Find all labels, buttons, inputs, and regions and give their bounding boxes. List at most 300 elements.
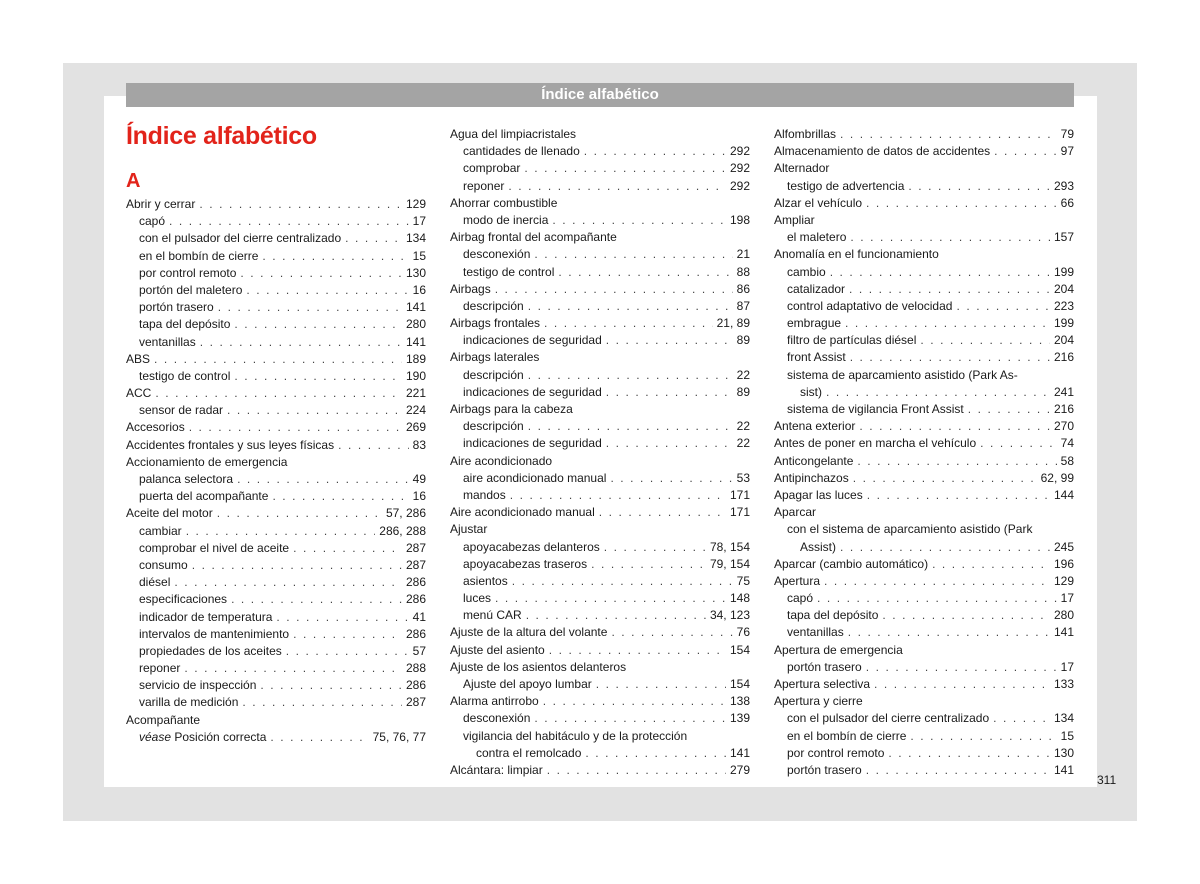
leader-dots	[610, 470, 732, 487]
index-entry	[450, 762, 750, 779]
index-term-text: reponer	[139, 661, 181, 676]
leader-dots	[227, 402, 402, 419]
index-term	[463, 367, 524, 384]
page-ref: 62, 99	[1040, 470, 1074, 485]
index-term-text: descripción	[463, 298, 524, 313]
page-number: 311	[1097, 773, 1117, 787]
index-term-text: tapa del depósito	[787, 608, 879, 623]
page-ref: 75, 76, 77	[372, 729, 426, 744]
index-entry	[450, 349, 750, 366]
index-term	[463, 710, 530, 727]
index-term	[139, 230, 341, 247]
page-ref: 286	[405, 678, 426, 693]
index-term-text: Airbag frontal del acompañante	[450, 230, 617, 245]
index-entry	[450, 281, 750, 298]
leader-dots	[174, 574, 402, 591]
index-entry	[126, 351, 426, 368]
index-term	[126, 419, 185, 436]
index-entry	[774, 745, 1074, 762]
page-ref: 293	[1053, 178, 1074, 193]
index-term-text: por control remoto	[139, 265, 237, 280]
index-entry	[450, 332, 750, 349]
leader-dots	[866, 659, 1057, 676]
leader-dots	[242, 694, 402, 711]
index-entry	[774, 676, 1074, 693]
index-term	[126, 454, 287, 471]
index-entry	[126, 230, 426, 247]
index-term-text: intervalos de mantenimiento	[139, 626, 290, 641]
index-term-text: ventanillas	[139, 334, 196, 349]
page-ref: 270	[1053, 419, 1074, 434]
index-term	[139, 574, 170, 591]
page-ref: 189	[405, 351, 426, 366]
index-term	[139, 282, 242, 299]
page-ref: 16	[412, 282, 426, 297]
page-ref: 97	[1060, 144, 1074, 159]
index-entry	[126, 265, 426, 282]
leader-dots	[237, 471, 409, 488]
index-term	[463, 212, 548, 229]
index-term-text: Ampliar	[774, 212, 815, 227]
index-term	[774, 453, 853, 470]
index-term	[787, 745, 884, 762]
index-term-text: Apagar las luces	[774, 487, 863, 502]
leader-dots	[606, 332, 733, 349]
leader-dots	[874, 676, 1050, 693]
index-term	[139, 626, 289, 643]
index-term	[787, 590, 813, 607]
leader-dots	[186, 523, 376, 540]
index-term-text: sensor de radar	[139, 403, 224, 418]
index-entry	[450, 470, 750, 487]
leader-dots	[824, 573, 1050, 590]
leader-dots	[528, 367, 733, 384]
leader-dots	[260, 677, 402, 694]
index-term-text: reponer	[463, 178, 505, 193]
index-term-text: comprobar	[463, 161, 521, 176]
index-entry	[774, 126, 1074, 143]
index-term-text: Almacenamiento de datos de accidentes	[774, 144, 991, 159]
index-term-text: propiedades de los aceites	[139, 643, 282, 658]
index-term	[450, 315, 540, 332]
index-term	[139, 248, 258, 265]
index-entry	[450, 160, 750, 177]
index-term-text: especificaciones	[139, 592, 228, 607]
page-ref: 86	[736, 281, 750, 296]
index-entry	[774, 607, 1074, 624]
index-term	[139, 609, 272, 626]
index-entry	[450, 246, 750, 263]
leader-dots	[534, 246, 732, 263]
index-term-text: desconexión	[463, 247, 531, 262]
index-entry	[774, 315, 1074, 332]
index-term-text: Assist)	[800, 539, 836, 554]
index-term-text: Alarma antirrobo	[450, 694, 539, 709]
leader-dots	[908, 178, 1050, 195]
leader-dots	[189, 419, 402, 436]
index-term	[126, 712, 200, 729]
page-ref: 280	[1053, 608, 1074, 623]
index-term	[787, 521, 1032, 538]
leader-dots	[882, 607, 1050, 624]
index-term	[463, 487, 506, 504]
leader-dots	[276, 609, 408, 626]
index-entry	[126, 505, 426, 522]
index-entry	[450, 745, 750, 762]
leader-dots	[840, 126, 1057, 143]
page-ref: 288	[405, 661, 426, 676]
index-entry	[450, 384, 750, 401]
index-entry	[450, 143, 750, 160]
index-entry	[126, 660, 426, 677]
index-term	[450, 349, 539, 366]
index-term-text: Aire acondicionado	[450, 453, 553, 468]
index-term	[774, 212, 815, 229]
index-term	[787, 710, 989, 727]
index-entry	[126, 523, 426, 540]
index-term-text: Aparcar	[774, 505, 817, 520]
leader-dots	[920, 332, 1050, 349]
index-term-text: en el bombín de cierre	[139, 248, 259, 263]
index-entry	[774, 264, 1074, 281]
page-ref: 17	[1060, 591, 1074, 606]
index-term-text: diésel	[139, 575, 171, 590]
index-term	[463, 556, 587, 573]
index-entry	[126, 557, 426, 574]
index-entry	[450, 178, 750, 195]
index-column-1	[126, 196, 426, 746]
header-bar: Índice alfabético	[126, 83, 1074, 107]
index-term	[787, 607, 878, 624]
index-term-text: portón trasero	[139, 300, 214, 315]
leader-dots	[956, 298, 1050, 315]
index-term	[450, 401, 573, 418]
index-term	[463, 435, 602, 452]
index-term	[126, 437, 334, 454]
leader-dots	[849, 281, 1050, 298]
page-ref: 196	[1053, 556, 1074, 571]
page-ref: 141	[1053, 625, 1074, 640]
leader-dots	[910, 728, 1056, 745]
page-ref: 144	[1053, 487, 1074, 502]
index-term	[774, 195, 862, 212]
index-term-text: Accesorios	[126, 420, 185, 435]
index-term-text: indicador de temperatura	[139, 609, 273, 624]
index-term-text: Agua del limpiacristales	[450, 127, 577, 141]
index-term-text: ABS	[126, 351, 151, 366]
leader-dots	[508, 178, 726, 195]
leader-dots	[853, 470, 1037, 487]
index-term	[463, 590, 491, 607]
index-entry	[450, 212, 750, 229]
index-term-text: cambio	[787, 264, 826, 279]
index-term	[774, 418, 855, 435]
index-entry	[450, 315, 750, 332]
index-entry	[450, 195, 750, 212]
index-entry	[774, 762, 1074, 779]
index-entry	[126, 712, 426, 729]
page-ref: 286, 288	[379, 523, 426, 538]
page-ref: 287	[405, 557, 426, 572]
page-ref: 87	[736, 298, 750, 313]
index-entry	[774, 401, 1074, 418]
leader-dots	[850, 349, 1050, 366]
index-term	[774, 693, 863, 710]
leader-dots	[552, 212, 726, 229]
page-ref: 199	[1053, 316, 1074, 331]
index-term-text: descripción	[463, 419, 524, 434]
index-entry	[126, 471, 426, 488]
index-term	[450, 229, 617, 246]
leader-dots	[286, 643, 409, 660]
index-entry	[774, 590, 1074, 607]
index-entry	[450, 710, 750, 727]
index-term-text: en el bombín de cierre	[787, 728, 907, 743]
index-term	[800, 539, 836, 556]
index-term-text: Airbags	[450, 281, 491, 296]
page-title: Índice alfabético	[126, 122, 317, 150]
index-term-text: sistema de aparcamiento asistido (Park As-	[787, 367, 1018, 382]
index-term	[774, 160, 829, 177]
index-term	[774, 556, 928, 573]
leader-dots	[262, 248, 408, 265]
index-term-text: puerta del acompañante	[139, 489, 269, 504]
index-term	[774, 487, 863, 504]
index-term	[139, 402, 223, 419]
page-ref: 129	[405, 197, 426, 211]
index-entry	[126, 299, 426, 316]
index-term	[450, 281, 491, 298]
index-term	[787, 229, 846, 246]
index-term-text: Accionamiento de emergencia	[126, 454, 288, 469]
index-term	[139, 265, 236, 282]
index-term-text: cantidades de llenado	[463, 144, 580, 159]
index-entry	[774, 367, 1074, 384]
index-term	[139, 213, 165, 230]
leader-dots	[932, 556, 1050, 573]
index-term-text: con el pulsador del cierre centralizado	[787, 711, 990, 726]
index-entry	[126, 368, 426, 385]
index-term	[787, 349, 846, 366]
index-entry	[126, 385, 426, 402]
leader-dots	[606, 435, 733, 452]
index-term-text: indicaciones de seguridad	[463, 436, 602, 451]
index-term	[787, 367, 1018, 384]
leader-dots	[848, 624, 1050, 641]
index-entry	[126, 609, 426, 626]
page-ref: 221	[405, 386, 426, 401]
index-entry	[450, 624, 750, 641]
index-term-text: por control remoto	[787, 745, 885, 760]
index-entry	[774, 229, 1074, 246]
index-entry	[450, 607, 750, 624]
index-entry	[450, 418, 750, 435]
index-entry	[774, 573, 1074, 590]
index-entry	[774, 453, 1074, 470]
index-term-text: capó	[139, 214, 166, 229]
index-entry	[450, 435, 750, 452]
index-term	[463, 470, 606, 487]
page-ref: 58	[1060, 453, 1074, 468]
index-term-text: filtro de partículas diésel	[787, 333, 917, 348]
page-ref: 66	[1060, 195, 1074, 210]
index-term-text: Anomalía en el funcionamiento	[774, 247, 939, 262]
index-entry	[450, 453, 750, 470]
index-entry	[774, 281, 1074, 298]
page-ref: 280	[405, 317, 426, 332]
index-term-text: Accidentes frontales y sus leyes físicas	[126, 437, 335, 452]
index-term-text: Ajustar	[450, 522, 488, 537]
index-term	[139, 523, 182, 540]
index-entry	[126, 248, 426, 265]
index-term	[774, 676, 870, 693]
index-term	[463, 728, 687, 745]
index-entry	[126, 316, 426, 333]
index-term	[126, 196, 195, 213]
index-term-text: catalizador	[787, 281, 846, 296]
index-term	[787, 659, 862, 676]
leader-dots	[859, 418, 1050, 435]
page-ref: 292	[729, 161, 750, 176]
leader-dots	[240, 265, 402, 282]
page-ref: 17	[1060, 659, 1074, 674]
leader-dots	[338, 437, 409, 454]
page-ref: 57	[412, 643, 426, 658]
index-entry	[450, 642, 750, 659]
index-entry	[126, 419, 426, 436]
index-term	[774, 143, 990, 160]
index-term-text: portón del maletero	[139, 282, 243, 297]
leader-dots	[549, 642, 726, 659]
index-term-text: servicio de inspección	[139, 678, 257, 693]
index-term-text: portón trasero	[787, 659, 862, 674]
page-ref: 53	[736, 470, 750, 485]
index-entry	[450, 487, 750, 504]
index-term	[139, 540, 289, 557]
leader-dots	[495, 281, 733, 298]
index-term-text: testigo de control	[139, 368, 231, 383]
leader-dots	[544, 315, 713, 332]
index-column-3	[774, 126, 1074, 779]
page-ref: 134	[1053, 711, 1074, 726]
leader-dots	[543, 693, 726, 710]
index-term	[126, 351, 150, 368]
page-ref: 83	[412, 437, 426, 452]
index-term-text: Antes de poner en marcha el vehículo	[774, 436, 977, 451]
index-column-2	[450, 126, 750, 779]
index-entry	[126, 282, 426, 299]
index-term-text: indicaciones de seguridad	[463, 333, 602, 348]
see-reference: véase	[139, 729, 172, 744]
index-term-text: ACC	[126, 386, 152, 401]
page-ref: 89	[736, 333, 750, 348]
index-entry	[774, 504, 1074, 521]
page-ref: 171	[729, 505, 750, 520]
page-ref: 133	[1053, 677, 1074, 691]
index-term	[450, 624, 607, 641]
leader-dots	[234, 316, 402, 333]
leader-dots	[606, 384, 733, 401]
index-entry	[126, 677, 426, 694]
page-ref: 141	[405, 334, 426, 349]
index-term	[463, 384, 602, 401]
leader-dots	[845, 315, 1050, 332]
index-term	[774, 435, 976, 452]
index-term	[463, 178, 504, 195]
index-term	[463, 264, 554, 281]
index-entry	[450, 367, 750, 384]
index-entry	[774, 384, 1074, 401]
index-term	[450, 659, 626, 676]
page-ref: 171	[729, 487, 750, 502]
index-entry	[774, 556, 1074, 573]
index-term	[463, 573, 508, 590]
leader-dots	[596, 676, 726, 693]
index-entry	[450, 556, 750, 573]
index-term-text: Airbags para la cabeza	[450, 402, 573, 416]
page-ref: 292	[729, 178, 750, 193]
index-term-text: contra el remolcado	[476, 745, 582, 760]
index-term-text: Ahorrar combustible	[450, 195, 558, 210]
index-term	[450, 126, 576, 143]
index-entry	[774, 418, 1074, 435]
index-term-text: testigo de advertencia	[787, 178, 905, 193]
index-term	[139, 368, 230, 385]
index-term	[450, 762, 543, 779]
index-entry	[774, 728, 1074, 745]
index-entry	[126, 626, 426, 643]
leader-dots	[584, 143, 726, 160]
index-term-text: embrague	[787, 316, 842, 331]
index-term	[139, 729, 266, 746]
index-term-text: menú CAR	[463, 608, 522, 623]
index-term-text: capó	[787, 591, 814, 606]
index-term-text: tapa del depósito	[139, 317, 231, 332]
index-term-text: cambiar	[139, 523, 182, 538]
index-term-text: Ajuste de la altura del volante	[450, 625, 608, 640]
page-ref: 141	[729, 745, 750, 760]
page-ref: 292	[729, 144, 750, 159]
page-ref: 22	[736, 367, 750, 382]
index-term-text: Apertura de emergencia	[774, 642, 903, 657]
page-ref: 279	[729, 762, 750, 777]
leader-dots	[547, 762, 726, 779]
index-entry	[774, 298, 1074, 315]
index-term-text: Acompañante	[126, 712, 201, 727]
index-entry	[450, 229, 750, 246]
page-ref: 223	[1053, 298, 1074, 313]
index-entry	[774, 624, 1074, 641]
page-ref: 89	[736, 384, 750, 399]
index-entry	[774, 642, 1074, 659]
leader-dots	[218, 299, 402, 316]
index-term-text: modo de inercia	[463, 212, 549, 227]
index-term-text: Alcántara: limpiar	[450, 762, 543, 777]
leader-dots	[599, 504, 726, 521]
index-term-text: con el pulsador del cierre centralizado	[139, 231, 342, 246]
page-ref: 15	[412, 248, 426, 263]
page-ref: 76	[736, 625, 750, 640]
index-term	[787, 281, 845, 298]
page-ref: 269	[405, 420, 426, 435]
index-term-text: indicaciones de seguridad	[463, 384, 602, 399]
index-term-text: comprobar el nivel de aceite	[139, 540, 290, 555]
index-term-text: varilla de medición	[139, 695, 239, 710]
leader-dots	[246, 282, 408, 299]
leader-dots	[192, 557, 402, 574]
leader-dots	[231, 591, 402, 608]
index-entry	[450, 573, 750, 590]
